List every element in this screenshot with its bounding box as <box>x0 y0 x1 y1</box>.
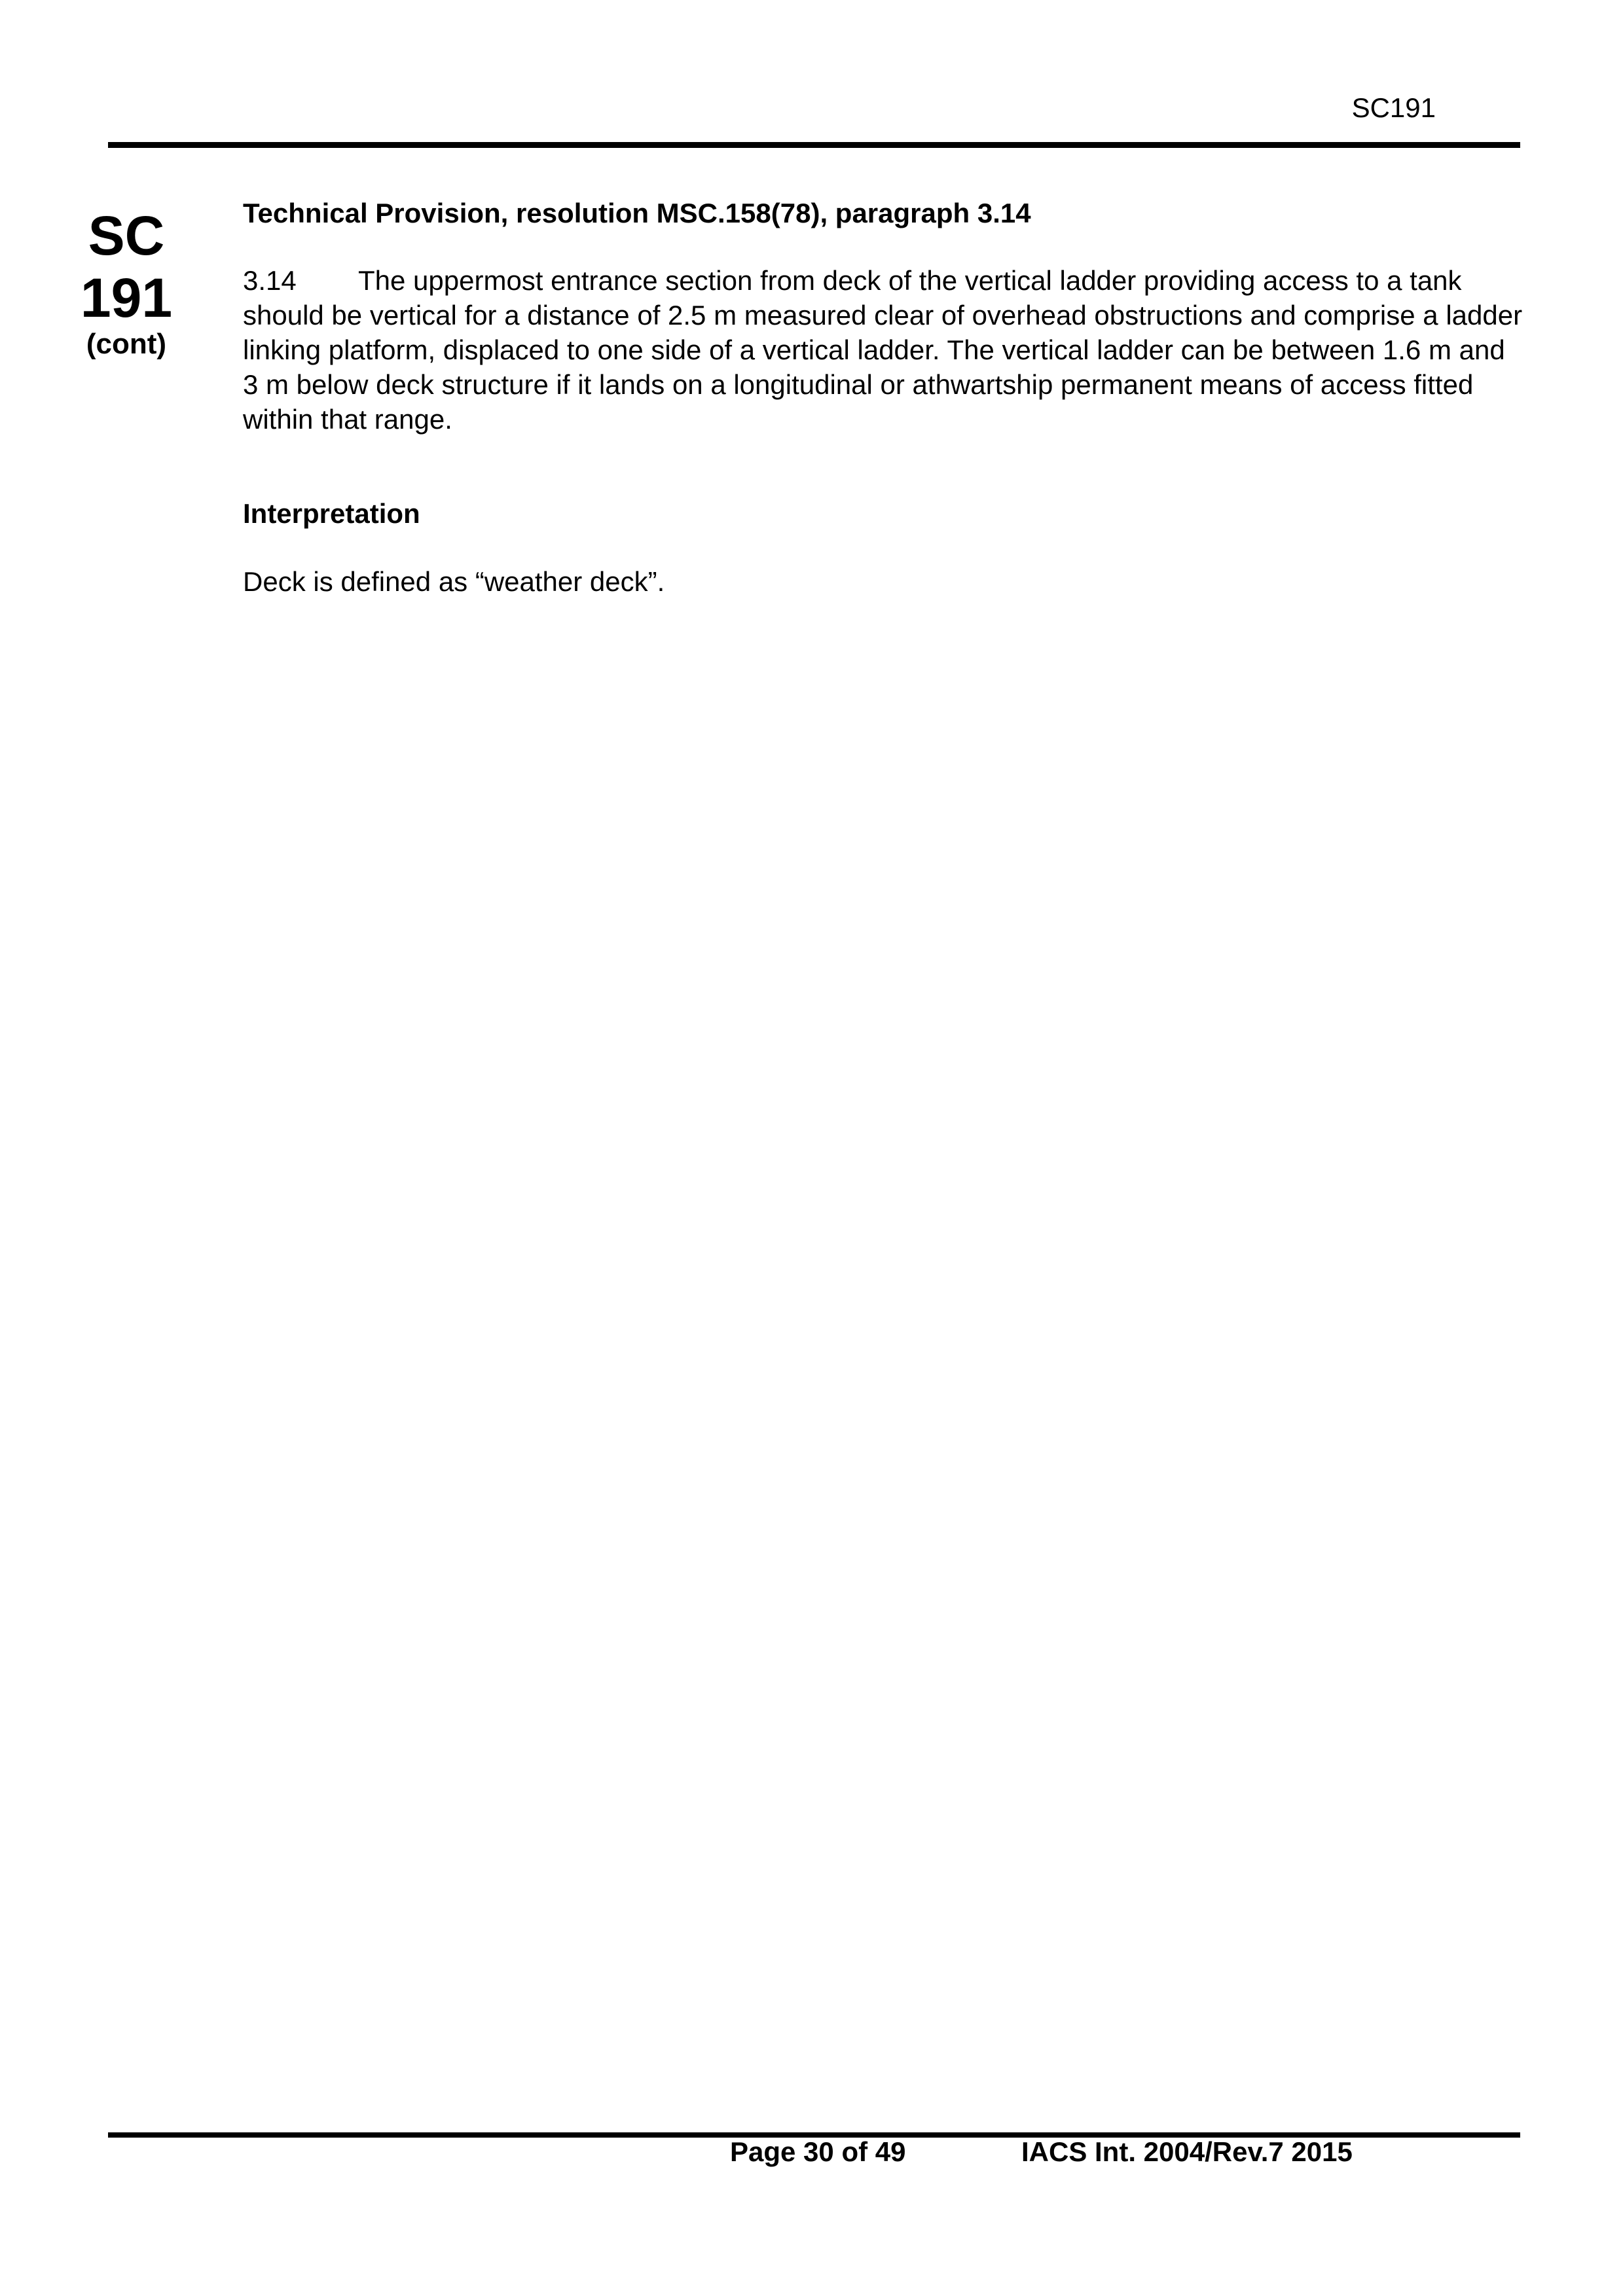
header-divider <box>108 142 1520 148</box>
paragraph-3-14 <box>243 263 1526 437</box>
side-tag-number: 191 <box>80 267 173 329</box>
interpretation-text: Deck is defined as “weather deck”. <box>243 566 665 597</box>
main-content <box>243 196 1526 599</box>
paragraph-text: The uppermost entrance section from deck of the vertical ladder providing access to a tank should be vertical for a distance of 2.5 m measured clear of overhead obstructions and comprise a ladder linking platform, displaced to one side of a vertical ladder. The vertical ladder can be between 1.6 m and 3 m below deck structure if it lands on a longitudinal or athwartship permanent means of access fitted within that range. <box>243 265 1523 435</box>
side-tag <box>77 206 175 361</box>
section-heading: Technical Provision, resolution MSC.158(78), paragraph 3.14 <box>243 198 1031 228</box>
footer-page-number: Page 30 of 49 <box>730 2136 906 2167</box>
side-tag-prefix: SC <box>88 205 165 266</box>
header-document-code: SC191 <box>1351 92 1436 123</box>
interpretation-heading: Interpretation <box>243 498 420 529</box>
footer-reference: IACS Int. 2004/Rev.7 2015 <box>1021 2136 1353 2167</box>
paragraph-number: 3.14 <box>243 265 297 296</box>
side-tag-continued: (cont) <box>86 328 167 360</box>
